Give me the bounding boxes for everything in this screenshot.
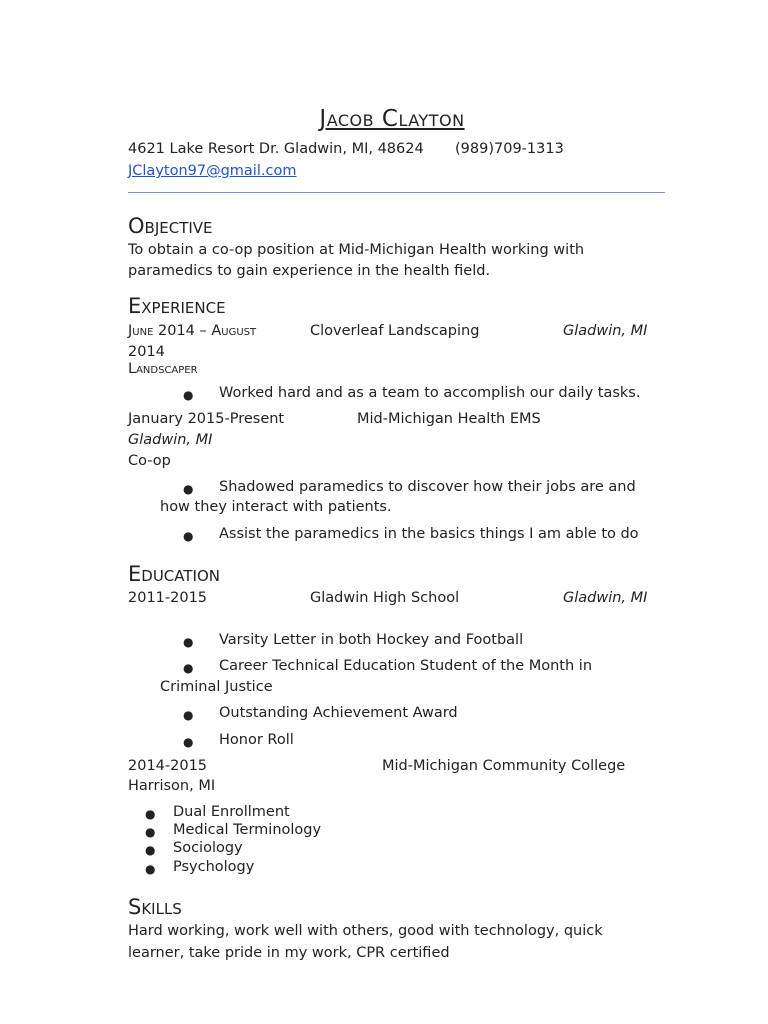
bullet-icon: ● xyxy=(145,825,156,839)
school-bullet: Criminal Justice xyxy=(160,679,273,695)
bullet-icon: ● xyxy=(145,862,156,876)
skills-line: learner, take pride in my work, CPR certified xyxy=(128,945,450,961)
school-bullet: Psychology xyxy=(173,859,255,875)
bullet-icon: ● xyxy=(183,708,194,722)
school-name: Gladwin High School xyxy=(310,590,460,606)
job-employer: Cloverleaf Landscaping xyxy=(310,323,480,339)
bullet-icon: ● xyxy=(183,482,194,496)
school-bullet: Honor Roll xyxy=(219,732,294,748)
job-bullet: Shadowed paramedics to discover how their jobs are and xyxy=(219,479,636,495)
bullet-icon: ● xyxy=(145,843,156,857)
bullet-icon: ● xyxy=(183,735,194,749)
skills-heading: Skills xyxy=(128,895,182,919)
objective-heading: Objective xyxy=(128,214,213,238)
school-bullet: Medical Terminology xyxy=(173,822,322,838)
job-dates: June 2014 – August xyxy=(128,323,257,339)
bullet-icon: ● xyxy=(183,661,194,675)
school-bullet: Dual Enrollment xyxy=(173,804,290,820)
job-location: Gladwin, MI xyxy=(128,432,213,448)
education-heading: Education xyxy=(128,562,220,586)
job-title: Co-op xyxy=(128,453,171,469)
header-divider xyxy=(128,192,665,193)
resume-name: Jacob Clayton xyxy=(319,106,465,132)
school-name: Mid-Michigan Community College xyxy=(382,758,626,774)
school-bullet: Career Technical Education Student of the Month in xyxy=(219,658,593,674)
school-dates: 2011-2015 xyxy=(128,590,208,606)
bullet-icon: ● xyxy=(183,529,194,543)
bullet-icon: ● xyxy=(145,807,156,821)
job-title: Landscaper xyxy=(128,361,198,377)
job-location: Gladwin, MI xyxy=(563,323,648,339)
school-location: Gladwin, MI xyxy=(563,590,648,606)
bullet-icon: ● xyxy=(183,388,194,402)
email-link[interactable]: JClayton97@gmail.com xyxy=(128,163,297,179)
school-bullet: Outstanding Achievement Award xyxy=(219,705,458,721)
job-employer: Mid-Michigan Health EMS xyxy=(357,411,541,427)
bullet-icon: ● xyxy=(183,635,194,649)
school-bullet: Varsity Letter in both Hockey and Football xyxy=(219,632,524,648)
school-bullet: Sociology xyxy=(173,840,243,856)
skills-line: Hard working, work well with others, good with technology, quick xyxy=(128,923,603,939)
experience-heading: Experience xyxy=(128,294,226,318)
job-bullet: how they interact with patients. xyxy=(160,499,392,515)
job-dates: 2014 xyxy=(128,344,165,360)
school-location: Harrison, MI xyxy=(128,778,216,794)
phone: (989)709-1313 xyxy=(455,141,564,157)
objective-line: paramedics to gain experience in the health field. xyxy=(128,263,491,279)
job-bullet: Assist the paramedics in the basics things I am able to do xyxy=(219,526,639,542)
objective-line: To obtain a co-op position at Mid-Michigan Health working with xyxy=(128,242,585,258)
job-dates: January 2015-Present xyxy=(128,411,285,427)
school-dates: 2014-2015 xyxy=(128,758,208,774)
address: 4621 Lake Resort Dr. Gladwin, MI, 48624 xyxy=(128,141,424,157)
job-bullet: Worked hard and as a team to accomplish our daily tasks. xyxy=(219,385,641,401)
